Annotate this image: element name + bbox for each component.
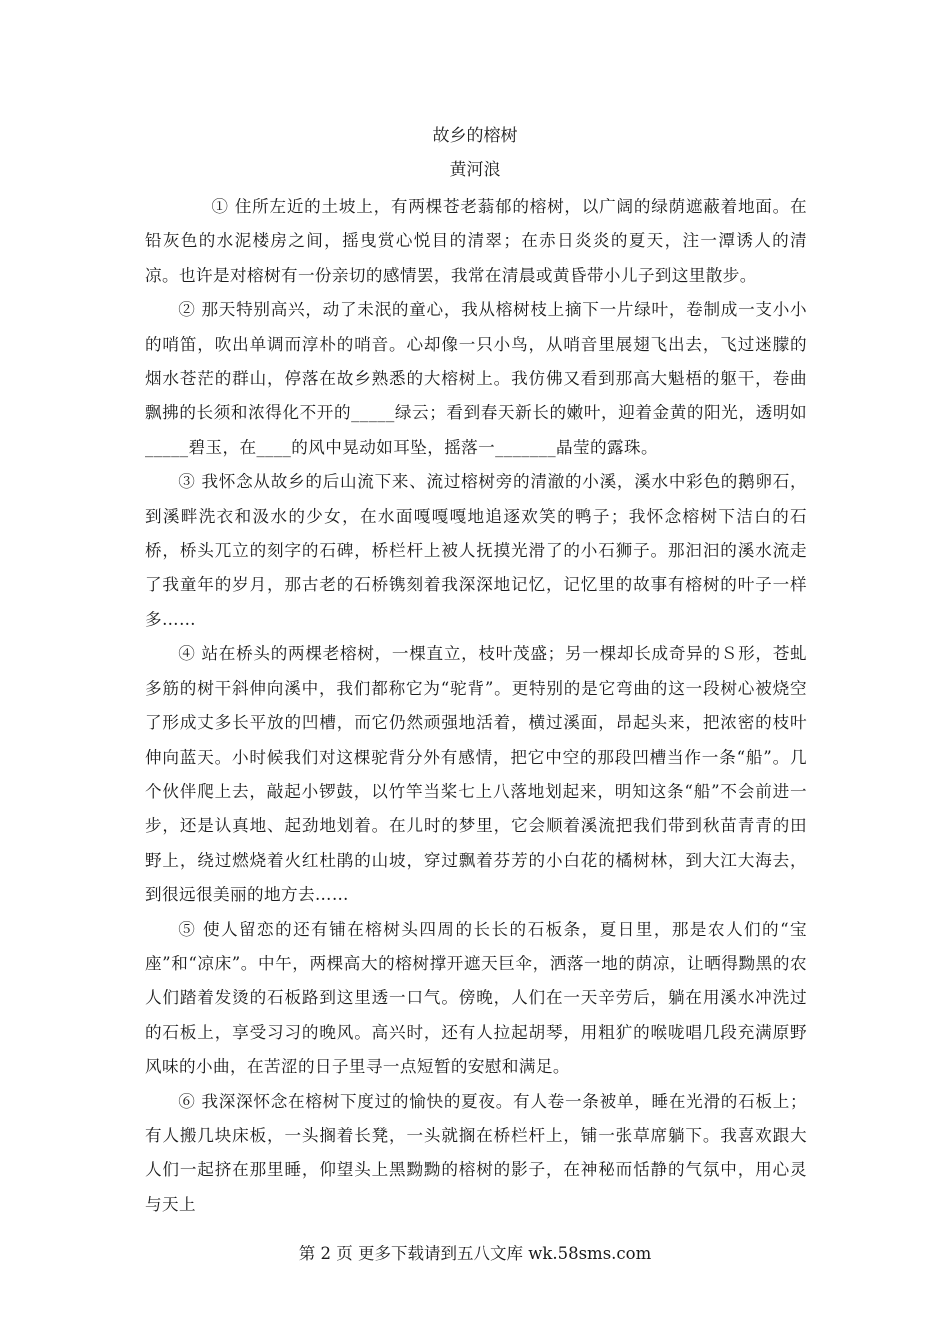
paragraph-2: ② 那天特别高兴，动了未泯的童心，我从榕树枝上摘下一片绿叶，卷制成一支小小的哨笛，吹出单调而淳朴的哨音。心却像一只小鸟，从哨音里展翅飞出去，飞过迷朦的烟水苍茫的群山，停落在故乡熟悉的大榕树上。我仿佛又看到那高大魁梧的躯干，卷曲飘拂的长须和浓得化不开的_____绿云；看到春天新长的嫩叶，迎着金黄的阳光，透明如_____碧玉，在____的风中晃动如耳坠，摇落一_______晶莹的露珠。 [145,300,807,457]
paragraph-1: ① 住所左近的土坡上，有两棵苍老蓊郁的榕树，以广阔的绿荫遮蔽着地面。在铅灰色的水泥楼房之间，摇曳赏心悦目的清翠；在赤日炎炎的夏天，注一潭诱人的清凉。也许是对榕树有一份亲切的感情罢，我常在清晨或黄昏带小儿子到这里散步。 [145,197,807,285]
article-title: 故乡的榕树 [432,126,518,146]
article-author: 黄河浪 [449,160,501,180]
paragraph-4: ④ 站在桥头的两棵老榕树，一棵直立，枝叶茂盛；另一棵却长成奇异的Ｓ形，苍虬多筋的树干斜伸向溪中，我们都称它为“驼背”。更特别的是它弯曲的这一段树心被烧空了形成丈多长平放的凹槽，而它仍然顽强地活着，横过溪面，昂起头来，把浓密的枝叶伸向蓝天。小时候我们对这棵驼背分外有感情，把它中空的那段凹槽当作一条“船”。几个伙伴爬上去，敲起小锣鼓，以竹竿当桨七上八落地划起来，明知这条“船”不会前进一步，还是认真地、起劲地划着。在儿时的梦里，它会顺着溪流把我们带到秋苗青青的田野上，绕过燃烧着火红杜鹃的山坡，穿过飘着芬芳的小白花的橘树林，到大江大海去，到很远很美丽的地方去…… [145,644,807,905]
page-footer: 第 2 页 更多下载请到五八文库 wk.58sms.com [298,1244,652,1263]
paragraph-6: ⑥ 我深深怀念在榕树下度过的愉快的夏夜。有人卷一条被单，睡在光滑的石板上；有人搬几块床板，一头搁着长凳，一头就搁在桥栏杆上，铺一张草席躺下。我喜欢跟大人们一起挤在那里睡，仰望头上黑黝黝的榕树的影子，在神秘而恬静的气氛中，用心灵与天上 [145,1091,807,1214]
article-body [145,190,807,1222]
paragraph-5: ⑤ 使人留恋的还有铺在榕树头四周的长长的石板条，夏日里，那是农人们的“宝座”和“凉床”。中午，两棵高大的榕树撑开遮天巨伞，洒落一地的荫凉，让晒得黝黑的农人们踏着发烫的石板路到这里透一口气。傍晚，人们在一天辛劳后，躺在用溪水冲洗过的石板上，享受习习的晚风。高兴时，还有人拉起胡琴，用粗犷的喉咙唱几段充满原野风味的小曲，在苦涩的日子里寻一点短暂的安慰和满足。 [145,919,807,1077]
paragraph-3: ③ 我怀念从故乡的后山流下来、流过榕树旁的清澈的小溪，溪水中彩色的鹅卵石，到溪畔洗衣和汲水的少女，在水面嘎嘎嘎地追逐欢笑的鸭子；我怀念榕树下洁白的石桥，桥头兀立的刻字的石碑，桥栏杆上被人抚摸光滑了的小石狮子。那汩汩的溪水流走了我童年的岁月，那古老的石桥镌刻着我深深地记忆，记忆里的故事有榕树的叶子一样多…… [145,472,807,629]
